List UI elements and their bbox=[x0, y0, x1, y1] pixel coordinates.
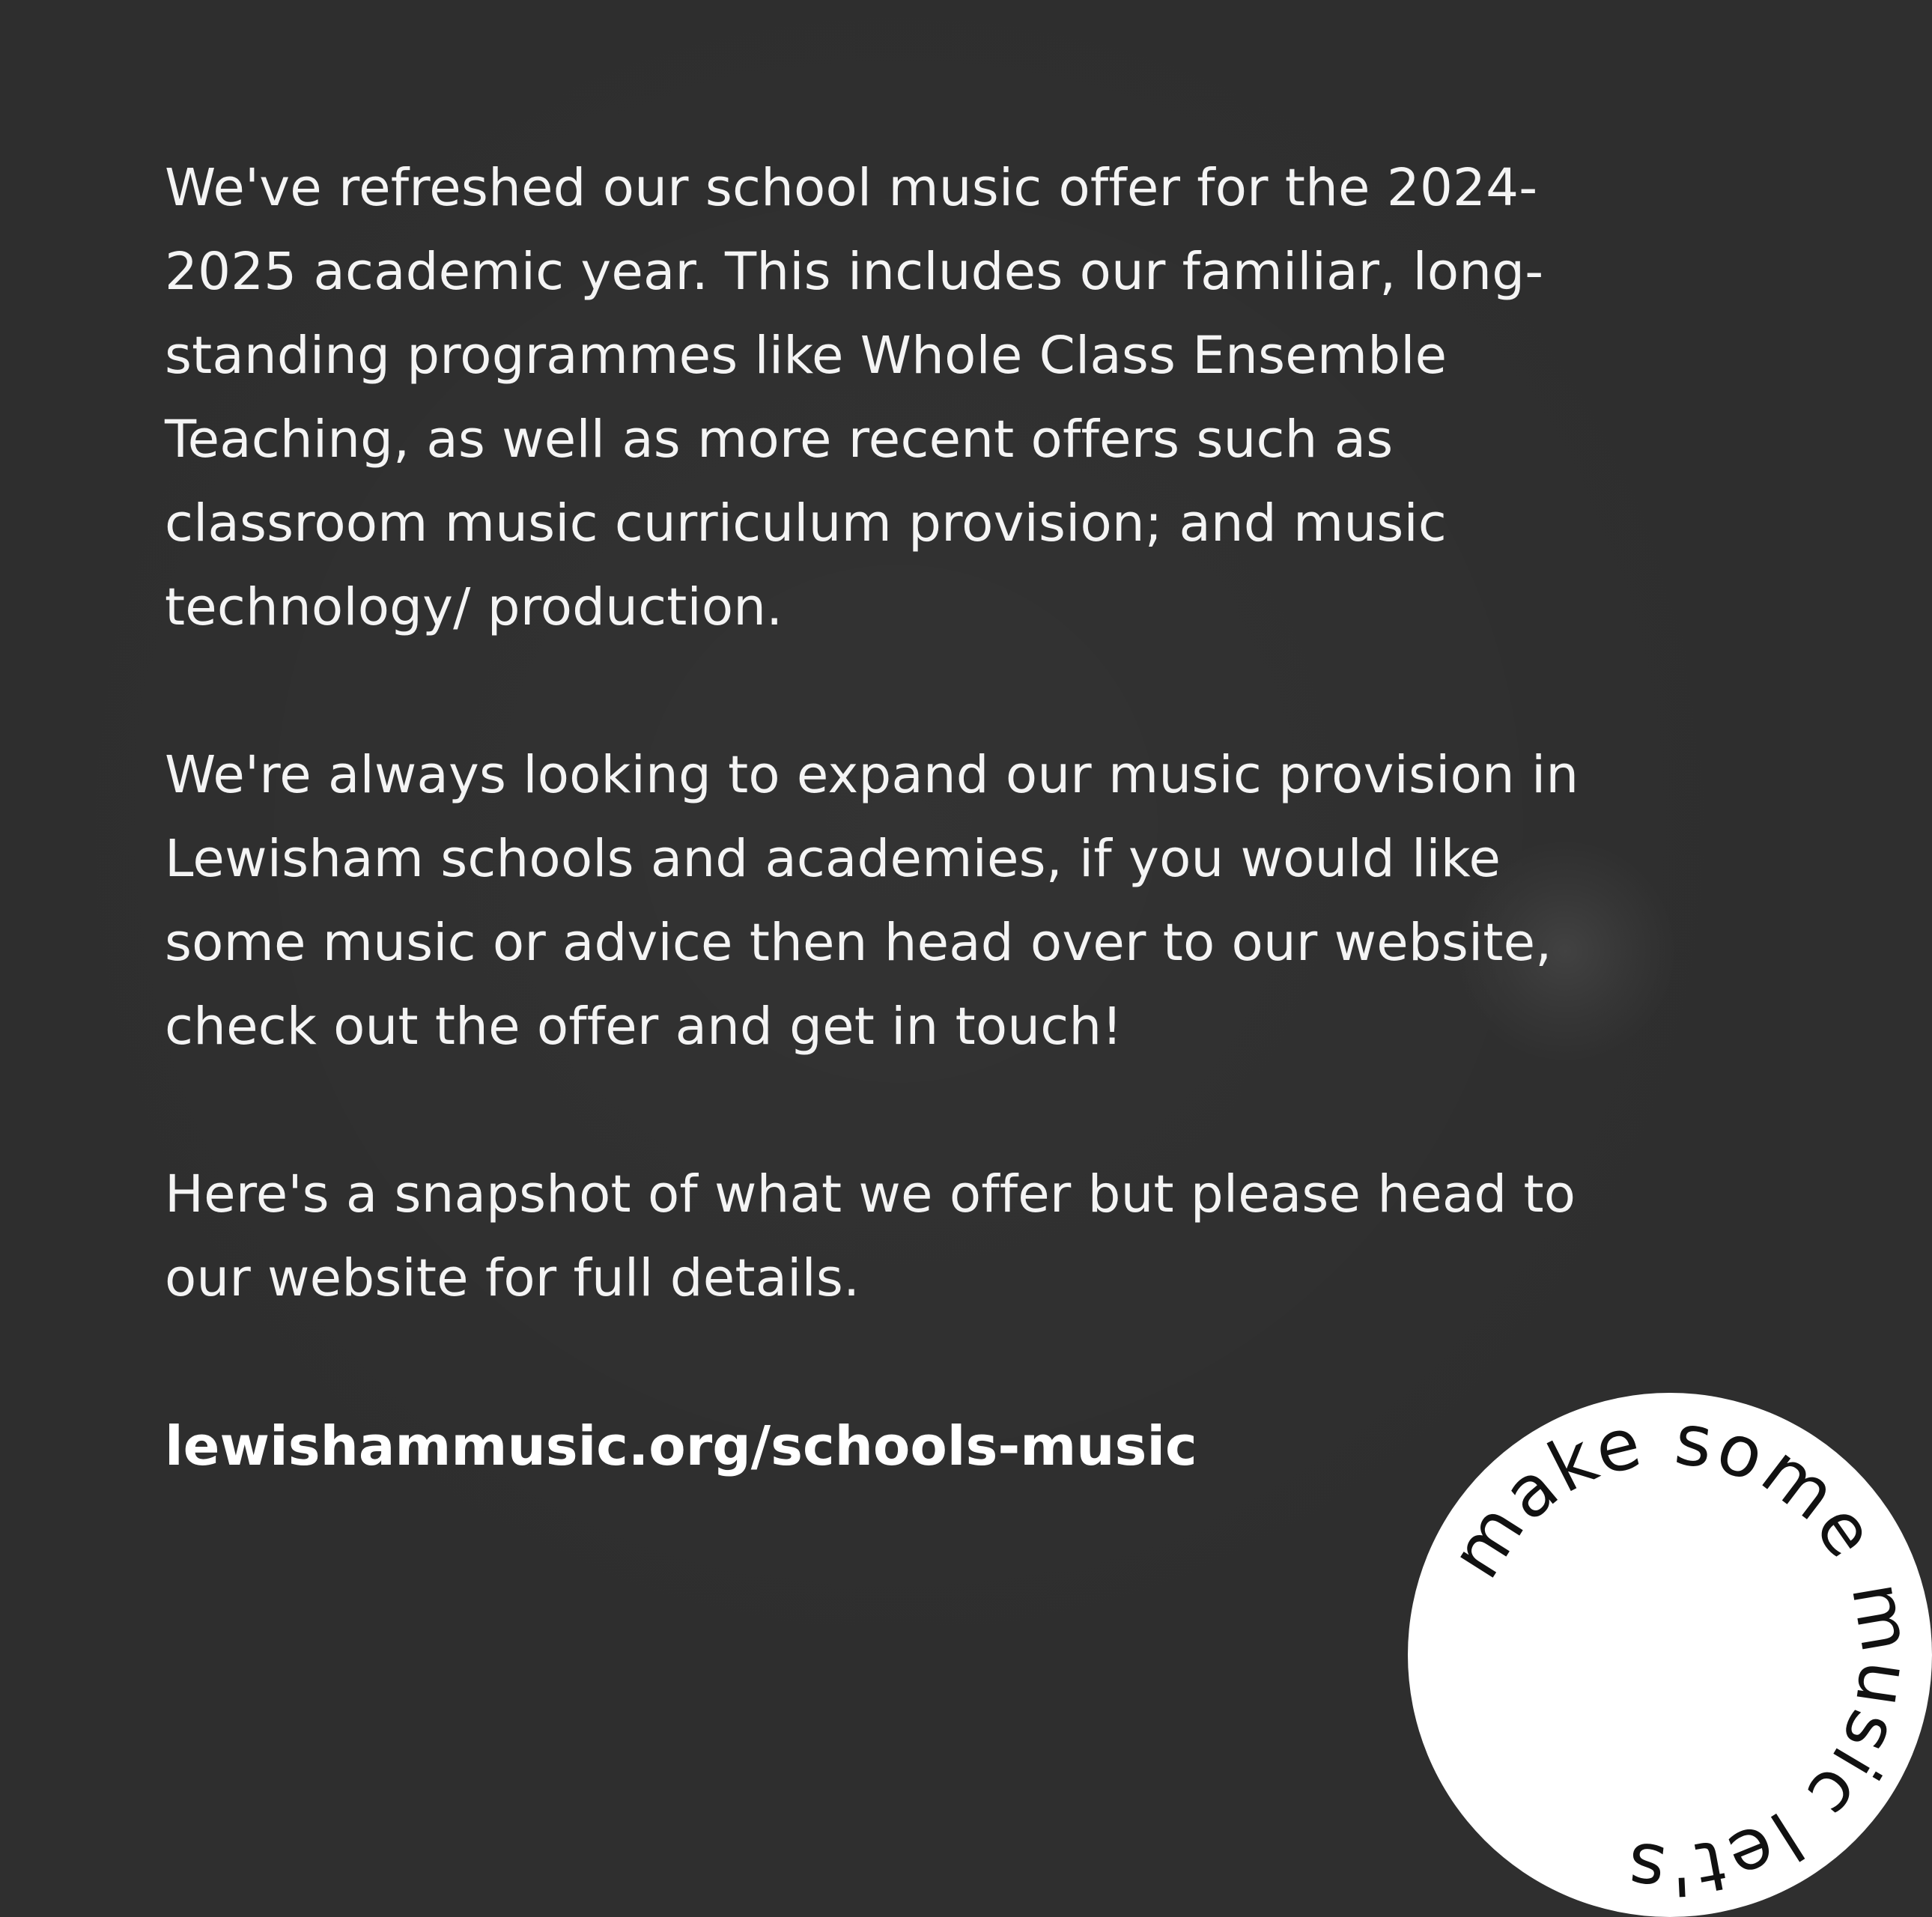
badge-text: make some music let's bbox=[1435, 1399, 1928, 1911]
spacer bbox=[165, 1320, 1647, 1404]
spacer bbox=[165, 649, 1647, 733]
main-content bbox=[165, 146, 1647, 1488]
badge-svg bbox=[1408, 1393, 1932, 1917]
website-link[interactable]: lewishammusic.org/schools-music bbox=[165, 1415, 1197, 1477]
spacer bbox=[165, 1069, 1647, 1152]
paragraph-provision: We're always looking to expand our music provision in Lewisham schools and academies, if you would like some music or advice then head over to our website, check out the offer and get in touch! bbox=[165, 745, 1579, 1057]
circular-badge bbox=[1408, 1393, 1932, 1917]
paragraph-intro: We've refreshed our school music offer for the 2024-2025 academic year. This includes our familiar, long-standing programmes like Whole Class Ensemble Teaching, as well as more recent offers such as classroom music curriculum provision; and music technology/ production. bbox=[165, 158, 1544, 637]
paragraph-snapshot: Here's a snapshot of what we offer but please head to our website for full details. bbox=[165, 1164, 1576, 1308]
